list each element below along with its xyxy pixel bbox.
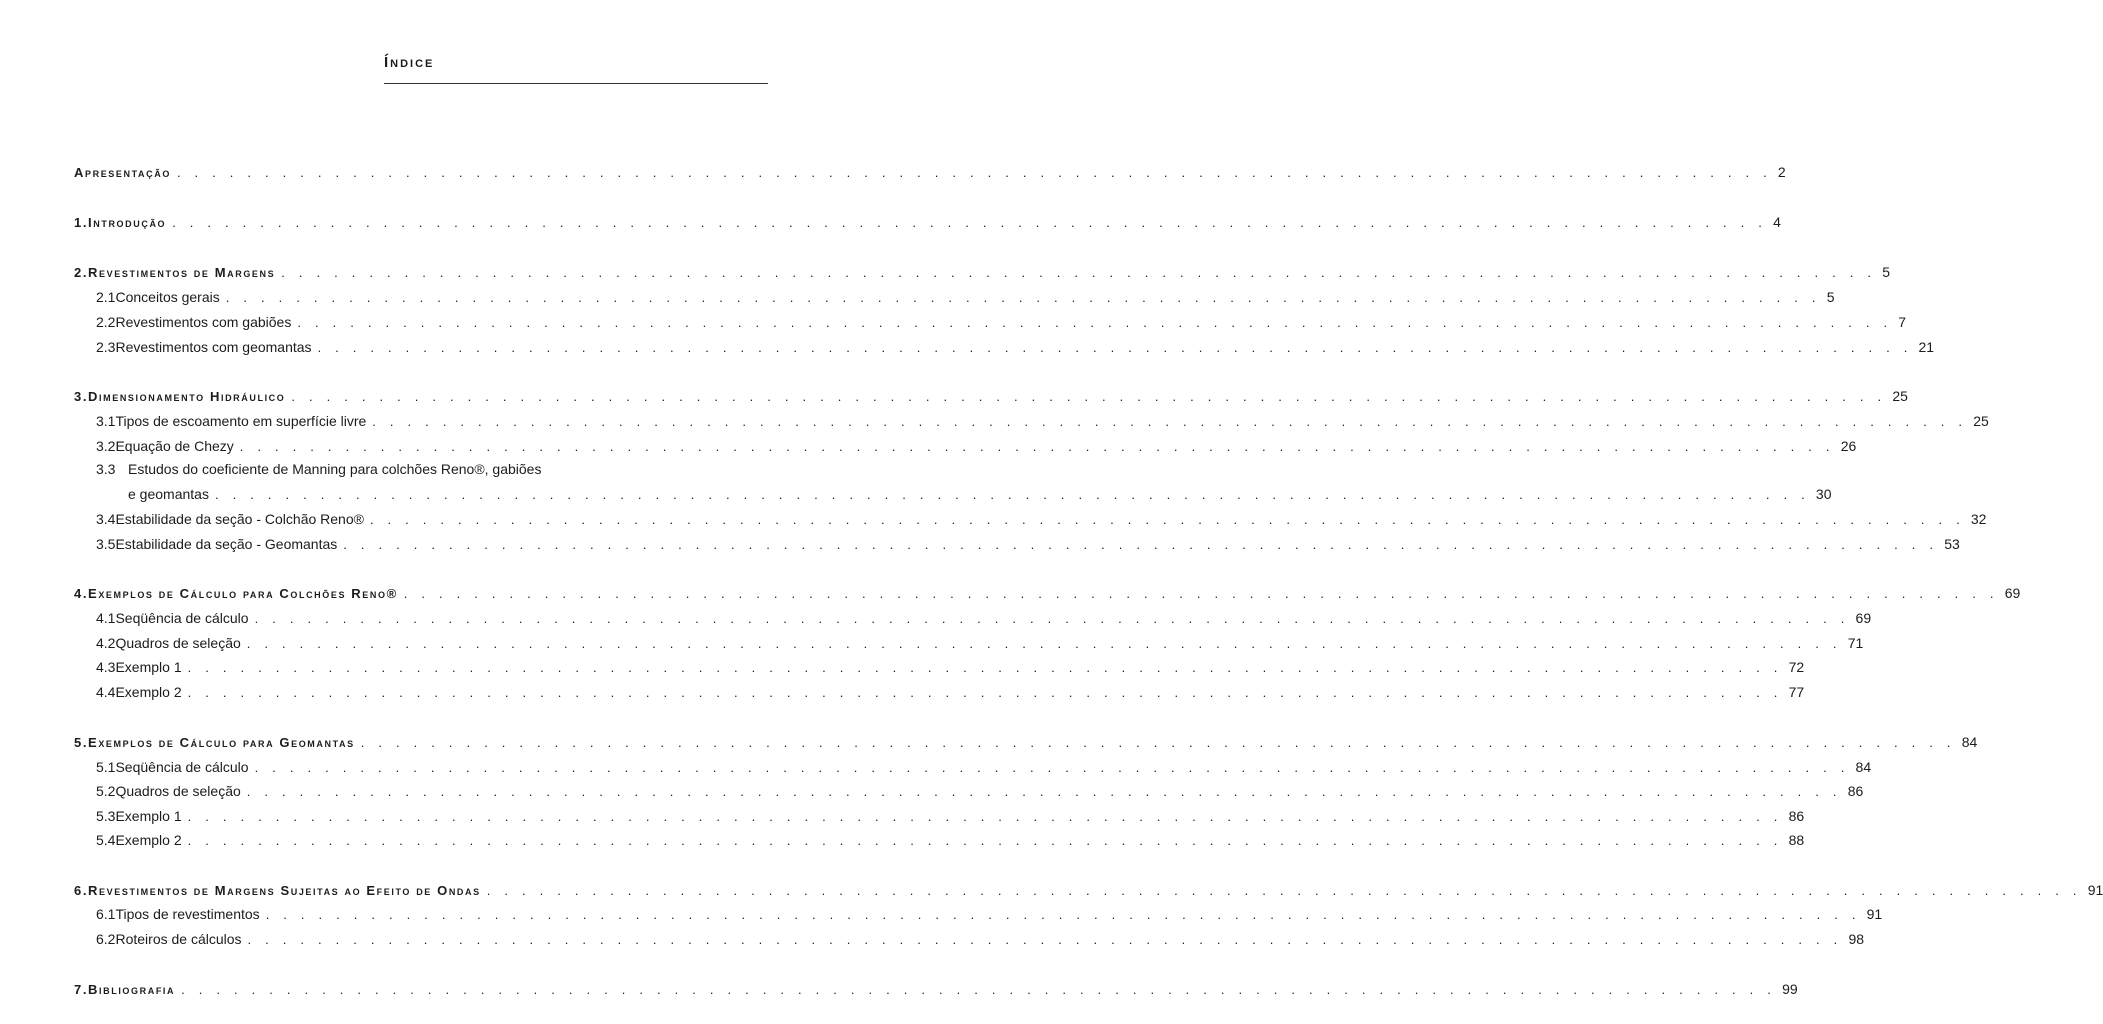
dot-leader [240,436,1835,458]
toc-page-number: 25 [1973,413,1989,429]
toc-entry-label: Introdução [88,215,167,230]
toc-entry-number: 5.4 [96,832,116,848]
toc-page-number: 86 [1847,783,1864,799]
dot-leader [188,806,1783,828]
dot-leader [487,880,2082,902]
toc-page-number: 32 [1970,511,1987,527]
toc-entry-number: 2.1 [96,289,116,305]
toc-section-entry[interactable] [0,336,1935,358]
dot-leader [215,484,1810,506]
dot-leader [318,337,1913,359]
toc-page-number: 77 [1788,684,1805,700]
dot-leader [177,162,1772,184]
toc-entry-label: Bibliografia [88,982,176,997]
toc-page-number: 4 [1773,214,1781,230]
toc-entry-number: 3.3 [96,461,116,477]
toc-chapter-entry[interactable] [0,731,1978,753]
toc-entry-label: Estabilidade da seção - Geomantas [115,536,338,552]
toc-page-number: 91 [2087,882,2103,898]
toc-chapter-entry[interactable] [0,385,1908,407]
toc-entry-label: Estudos do coeficiente de Manning para colchões Reno®, gabiões [128,461,542,477]
toc-chapter-entry[interactable] [0,161,1786,183]
toc-section-entry[interactable] [0,805,1805,827]
toc-entry-label: Seqüência de cálculo [115,759,249,775]
toc-page-number: 98 [1848,931,1865,947]
dot-leader [255,608,1850,630]
toc-entry-number: 3.1 [96,413,116,429]
dot-leader [181,979,1776,1001]
toc-page-number: 2 [1777,164,1786,180]
toc-page-number: 7 [1898,314,1907,330]
toc-page-number: 99 [1782,981,1798,997]
toc-section-entry[interactable] [0,286,1835,308]
dot-leader [247,781,1842,803]
toc-entry-label: Quadros de seleção [115,783,241,799]
toc-section-entry[interactable] [0,903,1883,925]
dot-leader [281,262,1876,284]
toc-entry-label: Revestimentos com geomantas [115,339,312,355]
toc-entry-number: 6. [74,883,89,898]
dot-leader [247,633,1842,655]
toc-entry-number: 4. [74,586,89,601]
page-title: Índice [384,54,435,71]
toc-section-entry[interactable] [0,656,1805,678]
toc-entry-number: 2.3 [96,339,116,355]
dot-leader [172,212,1767,234]
toc-entry-label: Estabilidade da seção - Colchão Reno® [115,511,364,527]
toc-section-entry[interactable] [0,458,864,480]
dot-leader [343,534,1938,556]
toc-page-number: 30 [1815,486,1832,502]
toc-section-entry[interactable] [0,632,1864,654]
toc-chapter-entry[interactable] [0,978,1798,1000]
toc-page-number: 84 [1855,759,1872,775]
toc-entry-label: Quadros de seleção [115,635,241,651]
dot-leader [266,904,1861,926]
toc-entry-label: Exemplo 2 [115,832,182,848]
toc-chapter-entry[interactable] [0,582,2021,604]
toc-entry-number: 4.1 [96,610,116,626]
toc-entry-label: Exemplos de Cálculo para Geomantas [88,735,355,750]
toc-entry-number: 4.4 [96,684,116,700]
toc-section-entry[interactable] [0,607,1872,629]
toc-entry-number: 1. [74,215,89,230]
toc-entry-number: 5.3 [96,808,116,824]
toc-entry-label: Seqüência de cálculo [115,610,249,626]
toc-page-number: 88 [1788,832,1805,848]
toc-page-number: 5 [1882,264,1890,280]
toc-entry-number: 4.3 [96,659,116,675]
dot-leader [291,386,1886,408]
toc-entry-label: Apresentação [74,165,171,180]
dot-leader [372,411,1967,433]
toc-entry-label: Exemplo 1 [115,659,182,675]
toc-page-number: 72 [1788,659,1805,675]
toc-section-entry[interactable] [0,928,1865,950]
dot-leader [255,757,1850,779]
toc-entry-number: 2. [74,265,89,280]
toc-section-entry[interactable] [0,311,1907,333]
toc-page-number: 71 [1847,635,1864,651]
dot-leader [404,583,1999,605]
toc-page-number: 86 [1788,808,1805,824]
dot-leader [188,682,1783,704]
toc-entry-number: 6.2 [96,931,116,947]
toc-page-number: 53 [1944,536,1960,552]
dot-leader [248,929,1843,951]
toc-chapter-entry[interactable] [0,261,1890,283]
toc-page-number: 84 [1961,734,1978,750]
toc-section-entry[interactable] [0,780,1864,802]
toc-entry-number: 5.1 [96,759,116,775]
toc-entry-label: Roteiros de cálculos [115,931,242,947]
toc-entry-number: 4.2 [96,635,116,651]
toc-page-number: 26 [1840,438,1857,454]
toc-page-number: 69 [2004,585,2021,601]
toc-section-entry[interactable] [0,829,1805,851]
toc-entry-label: Revestimentos com gabiões [115,314,292,330]
toc-entry-number: 5.2 [96,783,116,799]
toc-entry-number: 3.5 [96,536,116,552]
toc-entry-label: Revestimentos de Margens [88,265,276,280]
toc-entry-number: 2.2 [96,314,116,330]
toc-entry-label: Tipos de escoamento em superfície livre [115,413,367,429]
toc-chapter-entry[interactable] [0,211,1781,233]
toc-section-entry[interactable] [0,681,1805,703]
dot-leader [226,287,1821,309]
toc-page-number: 5 [1826,289,1835,305]
toc-section-entry[interactable] [0,483,1832,505]
toc-page-number: 21 [1918,339,1935,355]
dot-leader [188,657,1783,679]
dot-leader [297,312,1892,334]
dot-leader [188,830,1783,852]
toc-page-number: 25 [1892,388,1908,404]
toc-entry-label: Dimensionamento Hidráulico [88,389,286,404]
toc-entry-label: Exemplos de Cálculo para Colchões Reno® [88,586,398,601]
title-divider [384,83,768,84]
dot-leader [361,732,1956,754]
toc-section-entry[interactable] [0,410,1989,432]
toc-page-number: 91 [1866,906,1883,922]
toc-section-entry[interactable] [0,756,1872,778]
toc-entry-label: Conceitos gerais [115,289,220,305]
dot-leader [370,509,1965,531]
toc-section-entry[interactable] [0,533,1960,555]
toc-entry-label: Equação de Chezy [115,438,234,454]
toc-entry-number: 7. [74,982,89,997]
toc-entry-number: 6.1 [96,906,116,922]
toc-entry-number: 3.2 [96,438,116,454]
toc-page-number: 69 [1855,610,1872,626]
toc-entry-number: 3. [74,389,89,404]
toc-section-entry[interactable] [0,508,1987,530]
toc-entry-number: 3.4 [96,511,116,527]
toc-entry-label: Tipos de revestimentos [115,906,260,922]
toc-entry-label: Revestimentos de Margens Sujeitas ao Efeito de Ondas [88,883,481,898]
toc-chapter-entry[interactable] [0,879,2103,901]
toc-entry-label: e geomantas [128,486,209,502]
toc-entry-number: 5. [74,735,89,750]
toc-section-entry[interactable] [0,435,1857,457]
toc-entry-label: Exemplo 2 [115,684,182,700]
toc-entry-label: Exemplo 1 [115,808,182,824]
